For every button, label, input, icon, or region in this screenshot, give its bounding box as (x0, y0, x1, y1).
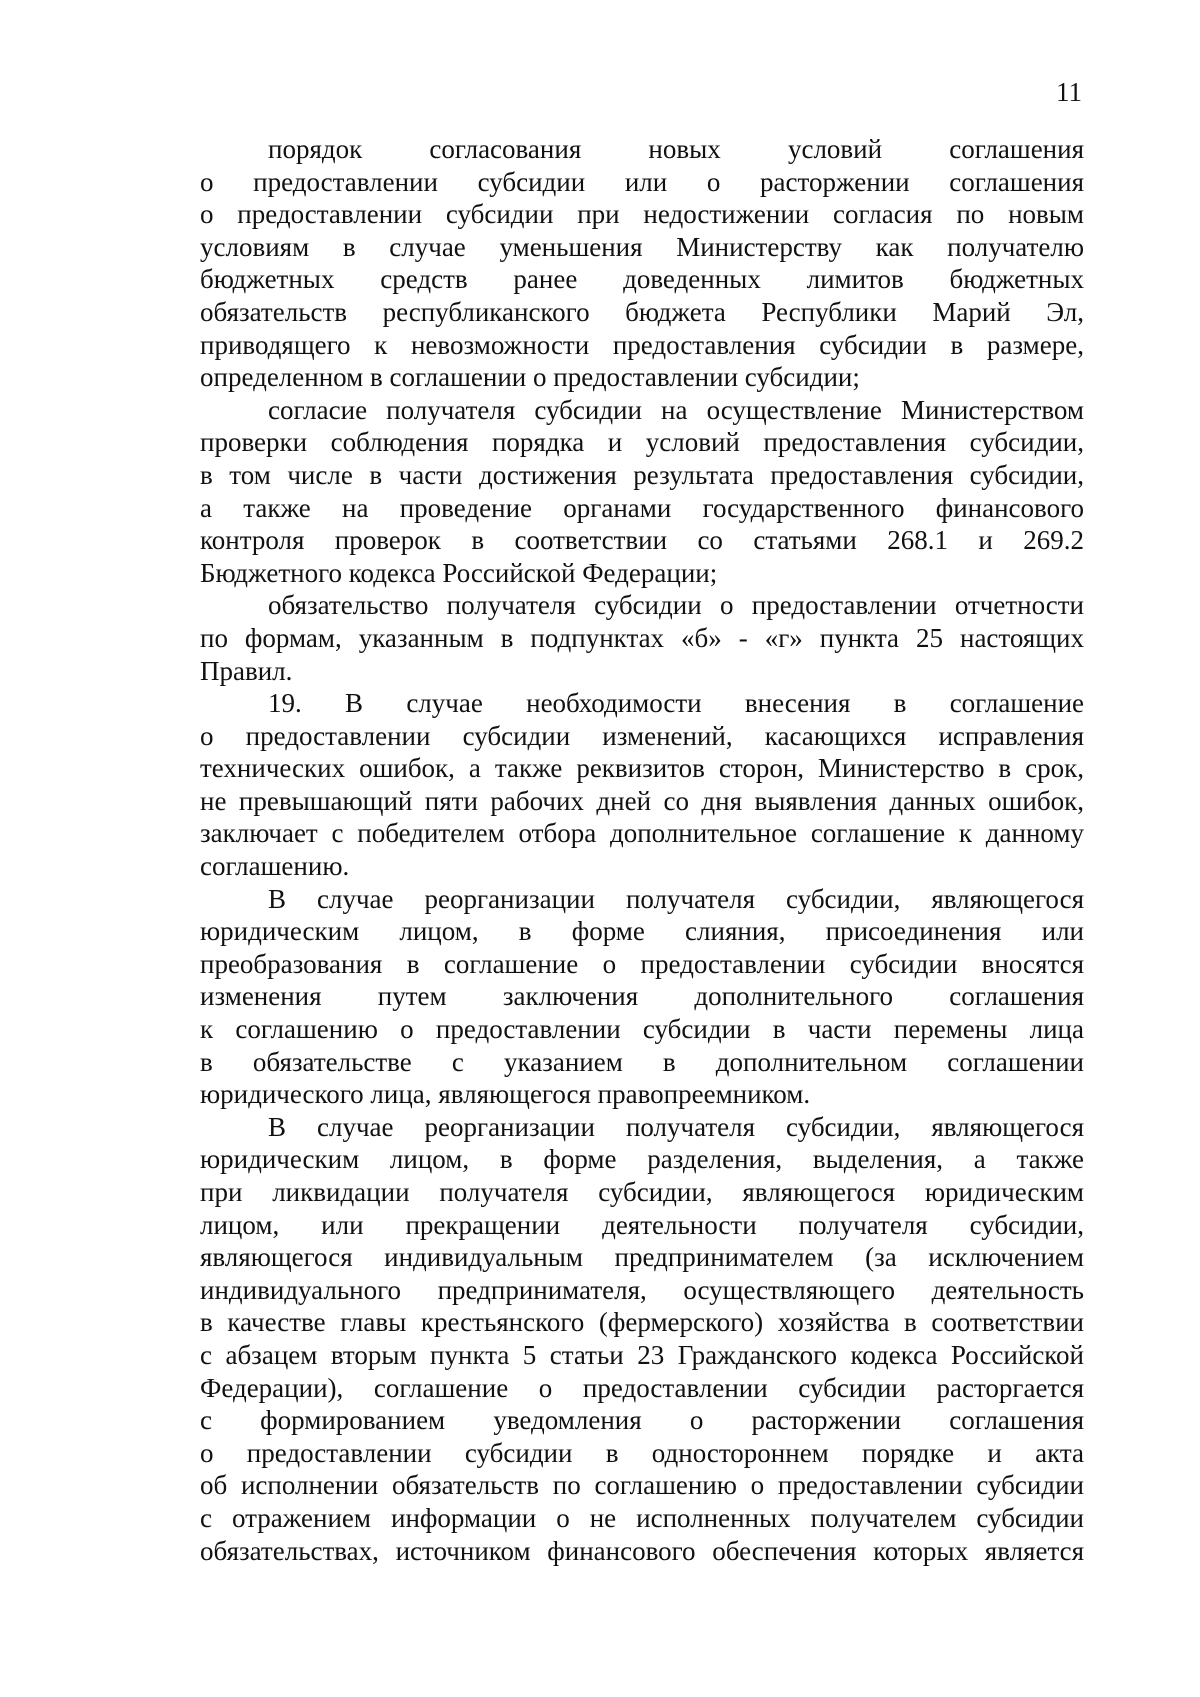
text-line: в том числе в части достижения результата предоставления субсидии, (200, 459, 1084, 490)
text-line: в обязательстве с указанием в дополнительном соглашении (200, 1046, 1084, 1077)
text-line: лицом, или прекращении деятельности получателя субсидии, (200, 1209, 1084, 1240)
text-line: согласие получателя субсидии на осуществление Министерством (268, 394, 1084, 425)
text-line: об исполнении обязательств по соглашению о предоставлении субсидии (200, 1470, 1084, 1501)
text-line: являющегося индивидуальным предпринимателем (за исключением (200, 1242, 1084, 1273)
text-line: по формам, указанным в подпунктах «б» - «г» пункта 25 настоящих (200, 622, 1084, 653)
text-line: о предоставлении субсидии при недостижении согласия по новым (200, 199, 1084, 230)
text-line: при ликвидации получателя субсидии, являющегося юридическим (200, 1177, 1084, 1207)
text-line: Правил. (200, 655, 293, 686)
text-line: юридическим лицом, в форме слияния, присоединения или (200, 916, 1084, 947)
text-line: с формированием уведомления о расторжении соглашения (200, 1405, 1084, 1436)
text-line: приводящего к невозможности предоставления субсидии в размере, (200, 329, 1084, 360)
text-line: 19. В случае необходимости внесения в соглашение (268, 688, 1084, 719)
text-line: изменения путем заключения дополнительного соглашения (200, 981, 1084, 1012)
paragraph-reporting-obligation (200, 589, 1084, 687)
text-line: не превышающий пяти рабочих дней со дня выявления данных ошибок, (200, 785, 1084, 816)
text-line: индивидуального предпринимателя, осуществляющего деятельность (200, 1274, 1084, 1305)
text-line: проверки соблюдения порядка и условий предоставления субсидии, (200, 427, 1084, 458)
text-line: преобразования в соглашение о предоставлении субсидии вносятся (200, 948, 1084, 979)
text-line: обязательств республиканского бюджета Республики Марий Эл, (200, 296, 1084, 327)
paragraph-item-19 (200, 687, 1084, 883)
text-line: обязательство получателя субсидии о предоставлении отчетности (268, 590, 1084, 621)
text-line: к соглашению о предоставлении субсидии в части перемены лица (200, 1014, 1084, 1045)
text-line: В случае реорганизации получателя субсидии, являющегося (268, 1111, 1084, 1142)
document-body (200, 133, 1084, 1567)
text-line: с абзацем вторым пункта 5 статьи 23 Гражданского кодекса Российской (200, 1339, 1084, 1370)
text-line: в качестве главы крестьянского (фермерского) хозяйства в соответствии (200, 1307, 1084, 1338)
paragraph-reorganization-merger (200, 883, 1084, 1111)
text-line: юридическим лицом, в форме разделения, выделения, а также (200, 1144, 1084, 1175)
page-number: 11 (1056, 77, 1082, 107)
paragraph-recipient-consent (200, 394, 1084, 590)
text-line: технических ошибок, а также реквизитов сторон, Министерство в срок, (200, 753, 1084, 784)
text-line: В случае реорганизации получателя субсидии, являющегося (268, 883, 1084, 914)
paragraph-reorganization-division (200, 1111, 1084, 1567)
text-line: с отражением информации о не исполненных получателем субсидии (200, 1502, 1084, 1533)
text-line: определенном в соглашении о предоставлении субсидии; (200, 362, 860, 393)
text-line: Бюджетного кодекса Российской Федерации; (200, 557, 718, 588)
text-line: соглашению. (200, 851, 350, 882)
text-line: о предоставлении субсидии в одностороннем порядке и акта (200, 1437, 1084, 1468)
text-line: Федерации), соглашение о предоставлении субсидии расторгается (200, 1372, 1084, 1403)
text-line: контроля проверок в соответствии со статьями 268.1 и 269.2 (200, 525, 1084, 556)
text-line: а также на проведение органами государственного финансового (200, 492, 1084, 523)
text-line: порядок согласования новых условий соглашения (268, 134, 1084, 164)
text-line: бюджетных средств ранее доведенных лимитов бюджетных (200, 264, 1084, 295)
text-line: о предоставлении субсидии изменений, касающихся исправления (200, 720, 1084, 751)
paragraph-agreement-terms (200, 133, 1084, 394)
text-line: обязательствах, источником финансового обеспечения которых является (200, 1535, 1084, 1566)
text-line: заключает с победителем отбора дополнительное соглашение к данному (200, 818, 1084, 849)
text-line: о предоставлении субсидии или о расторжении соглашения (200, 166, 1084, 197)
text-line: юридического лица, являющегося правопреемником. (200, 1079, 811, 1110)
text-line: условиям в случае уменьшения Министерству как получателю (200, 231, 1084, 262)
